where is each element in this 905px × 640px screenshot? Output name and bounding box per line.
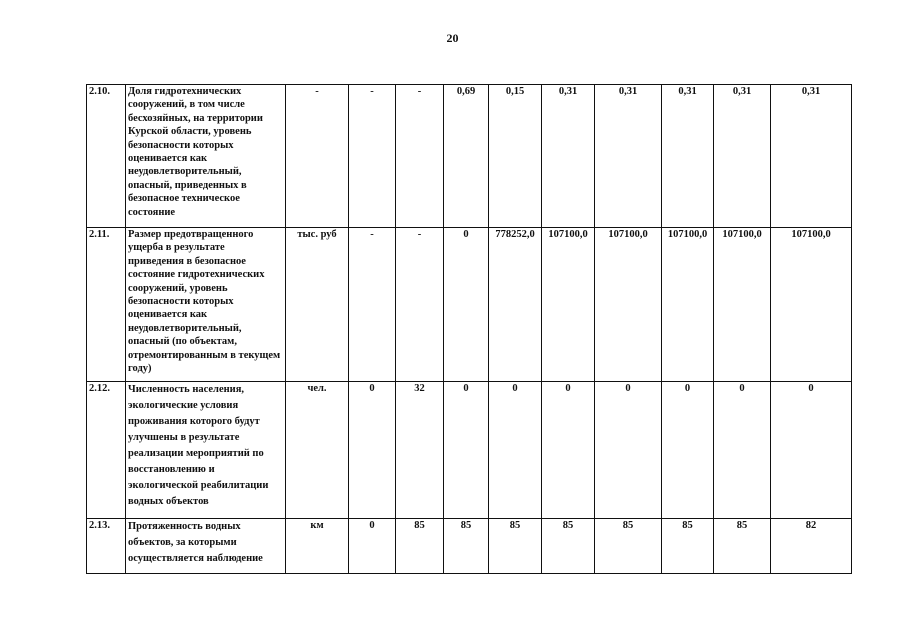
value-cell: 107100,0 [595,228,662,382]
row-number: 2.11. [87,228,126,382]
unit-cell: - [286,85,349,228]
value-cell: 0,15 [489,85,542,228]
value-cell: 85 [489,519,542,574]
value-cell: 82 [771,519,852,574]
value-cell: 32 [396,382,444,519]
value-cell: 0 [489,382,542,519]
page-number: 20 [446,31,459,45]
value-cell: 107100,0 [714,228,771,382]
value-cell: 0,31 [542,85,595,228]
value-cell: 107100,0 [542,228,595,382]
unit-cell: км [286,519,349,574]
value-cell: - [349,228,396,382]
value-cell: - [349,85,396,228]
value-cell: - [396,85,444,228]
value-cell: 0,69 [444,85,489,228]
indicator-name: Размер предотвращенного ущерба в результате приведения в безопасное состояние гидротехнических сооружений, уровень безопасности которых оценивается как неудовлетворительный, опасный (по объектам, отремонтированным в текущем году) [126,228,286,382]
indicator-name: Численность населения, экологические условия проживания которого будут улучшены в результате реализации мероприятий по восстановлению и экологической реабилитации водных объектов [126,382,286,519]
value-cell: 107100,0 [771,228,852,382]
table-row [87,382,852,519]
value-cell: 0 [714,382,771,519]
value-cell: 107100,0 [662,228,714,382]
value-cell: 0 [444,382,489,519]
indicator-name: Протяженность водных объектов, за которыми осуществляется наблюдение [126,519,286,574]
value-cell: 85 [444,519,489,574]
value-cell: 85 [542,519,595,574]
value-cell: 85 [396,519,444,574]
value-cell: 0 [349,519,396,574]
value-cell: 0,31 [714,85,771,228]
value-cell: 0 [444,228,489,382]
unit-cell: тыс. руб [286,228,349,382]
value-cell: 85 [662,519,714,574]
value-cell: 0 [662,382,714,519]
value-cell: 0 [542,382,595,519]
value-cell: 778252,0 [489,228,542,382]
indicators-table [86,84,852,574]
value-cell: 0,31 [771,85,852,228]
row-number: 2.12. [87,382,126,519]
value-cell: 0 [595,382,662,519]
indicator-name: Доля гидротехнических сооружений, в том числе бесхозяйных, на территории Курской области, уровень безопасности которых оценивается как неудовлетворительный, опасный, приведенных в безопасное техническое состояние [126,85,286,228]
table-row [87,85,852,228]
row-number: 2.10. [87,85,126,228]
unit-cell: чел. [286,382,349,519]
value-cell: 0,31 [662,85,714,228]
value-cell: 85 [595,519,662,574]
table-row [87,519,852,574]
row-number: 2.13. [87,519,126,574]
value-cell: 0,31 [595,85,662,228]
value-cell: - [396,228,444,382]
table-row [87,228,852,382]
value-cell: 0 [771,382,852,519]
value-cell: 0 [349,382,396,519]
value-cell: 85 [714,519,771,574]
